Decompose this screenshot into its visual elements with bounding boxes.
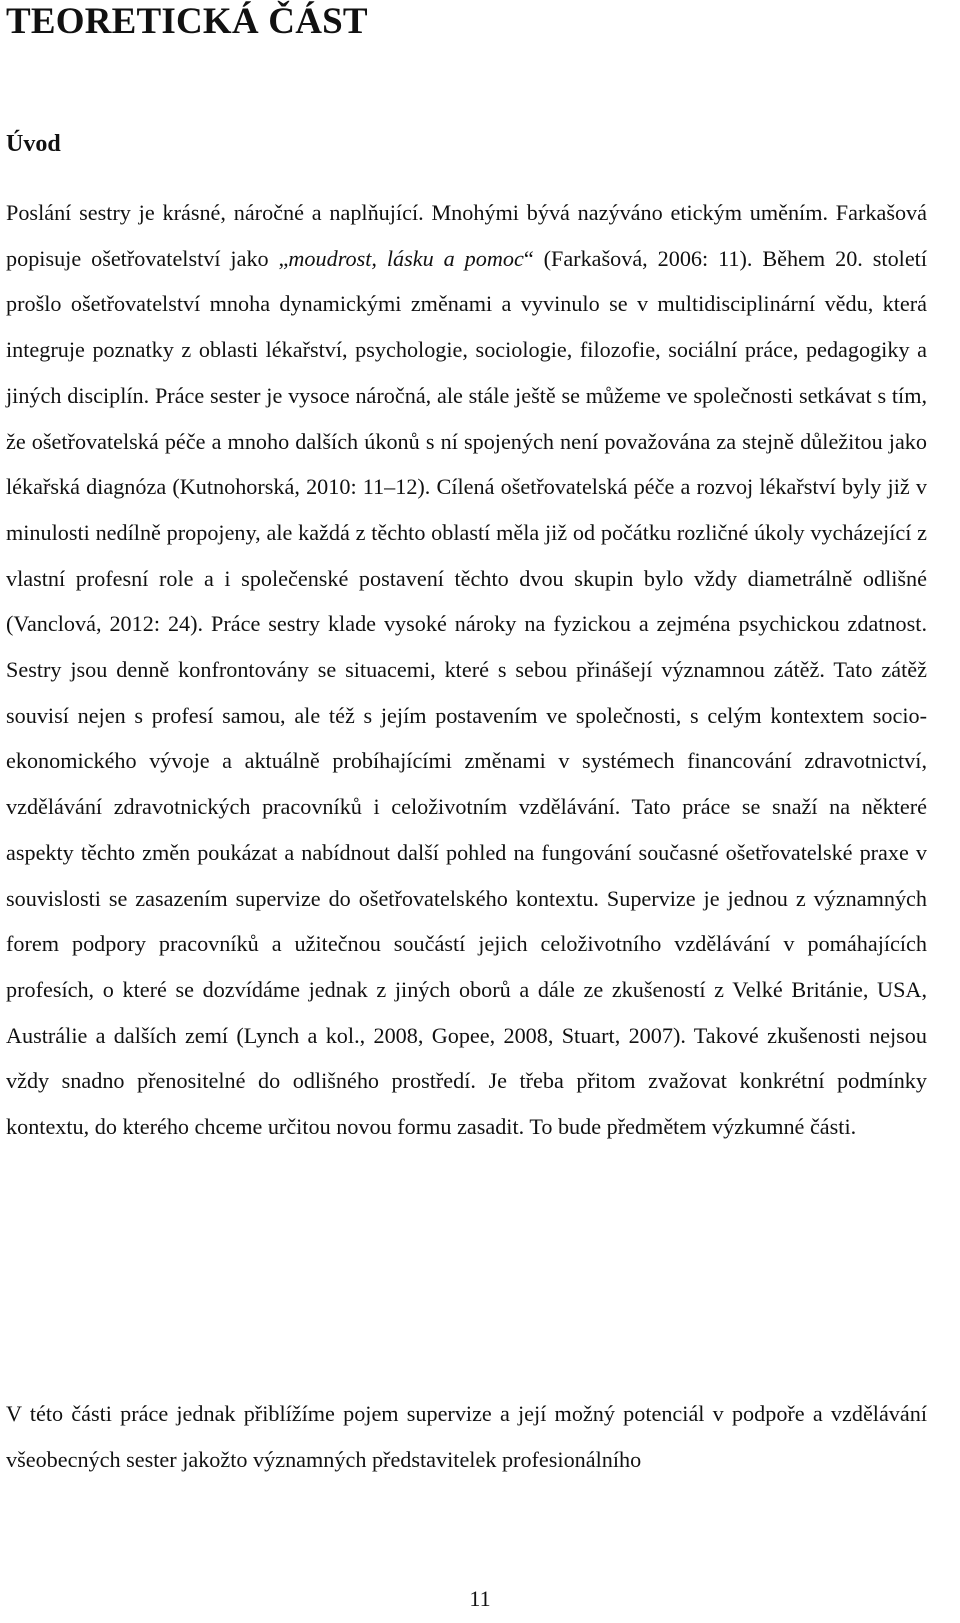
paragraph-supervision: V této části práce jednak přiblížíme pojem supervize a její možný potenciál v podpoře a vzdělávání všeobecných sester jakožto významných představitelek profesionálního (6, 1401, 927, 1472)
paragraph-intro-text-before-quote: Poslání sestry je krásné, náročné a naplňující. Mnohými bývá nazýváno etickým uměním. Farkašová popisuje ošetřovatelství jako „ (6, 200, 927, 271)
paragraph-intro (6, 190, 927, 1150)
paragraph-intro-quote: moudrost, lásku a pomoc (288, 245, 524, 271)
subsection-title: Úvod (6, 131, 61, 157)
page-number: 11 (469, 1586, 491, 1611)
paragraph-intro-text-after-quote: “ (Farkašová, 2006: 11). Během 20. století prošlo ošetřovatelství mnoha dynamickými změnami a vyvinulo se v multidisciplinární vědu, která integruje poznatky z oblasti lékařství, psychologie, sociologie, filozofie, sociální práce, pedagogiky a jiných disciplín. Práce sester je vysoce náročná, ale stále ještě se můžeme ve společnosti setkávat s tím, že ošetřovatelská péče a mnoho dalších úkonů s ní spojených není považována za stejně důležitou jako lékařská diagnóza (Kutnohorská, 2010: 11–12). Cílená ošetřovatelská péče a rozvoj lékařství byly již v minulosti nedílně propojeny, ale každá z těchto oblastí měla již od počátku rozličné úkoly vycházející z vlastní profesní role a i společenské postavení těchto dvou skupin bylo vždy diametrálně odlišné (Vanclová, 2012: 24). Práce sestry klade vysoké nároky na fyzickou a zejména psychickou zdatnost. Sestry jsou denně konfrontovány se situacemi, které s sebou přinášejí významnou zátěž. Tato zátěž souvisí nejen s profesí samou, ale též s jejím postavením ve společnosti, s celým kontextem socio-ekonomického vývoje a aktuálně probíhajícími změnami v systémech financování zdravotnictví, vzdělávání zdravotnických pracovníků i celoživotním vzdělávání. Tato práce se snaží na některé aspekty těchto změn poukázat a nabídnout další pohled na fungování současné ošetřovatelské praxe v souvislosti se zasazením supervize do ošetřovatelského kontextu. Supervize je jednou z významných forem podpory pracovníků a užitečnou součástí jejich celoživotního vzdělávání v pomáhajících profesích, o které se dozvídáme jednak z jiných oborů a dále ze zkušeností z Velké Británie, USA, Austrálie a dalších zemí (Lynch a kol., 2008, Gopee, 2008, Stuart, 2007). Takové zkušenosti nejsou vždy snadno přenositelné do odlišného prostředí. Je třeba přitom zvažovat konkrétní podmínky kontextu, do kterého chceme určitou novou formu zasadit. To bude předmětem výzkumné části. (6, 245, 927, 1140)
section-title: TEORETICKÁ ČÁST (6, 1, 368, 42)
